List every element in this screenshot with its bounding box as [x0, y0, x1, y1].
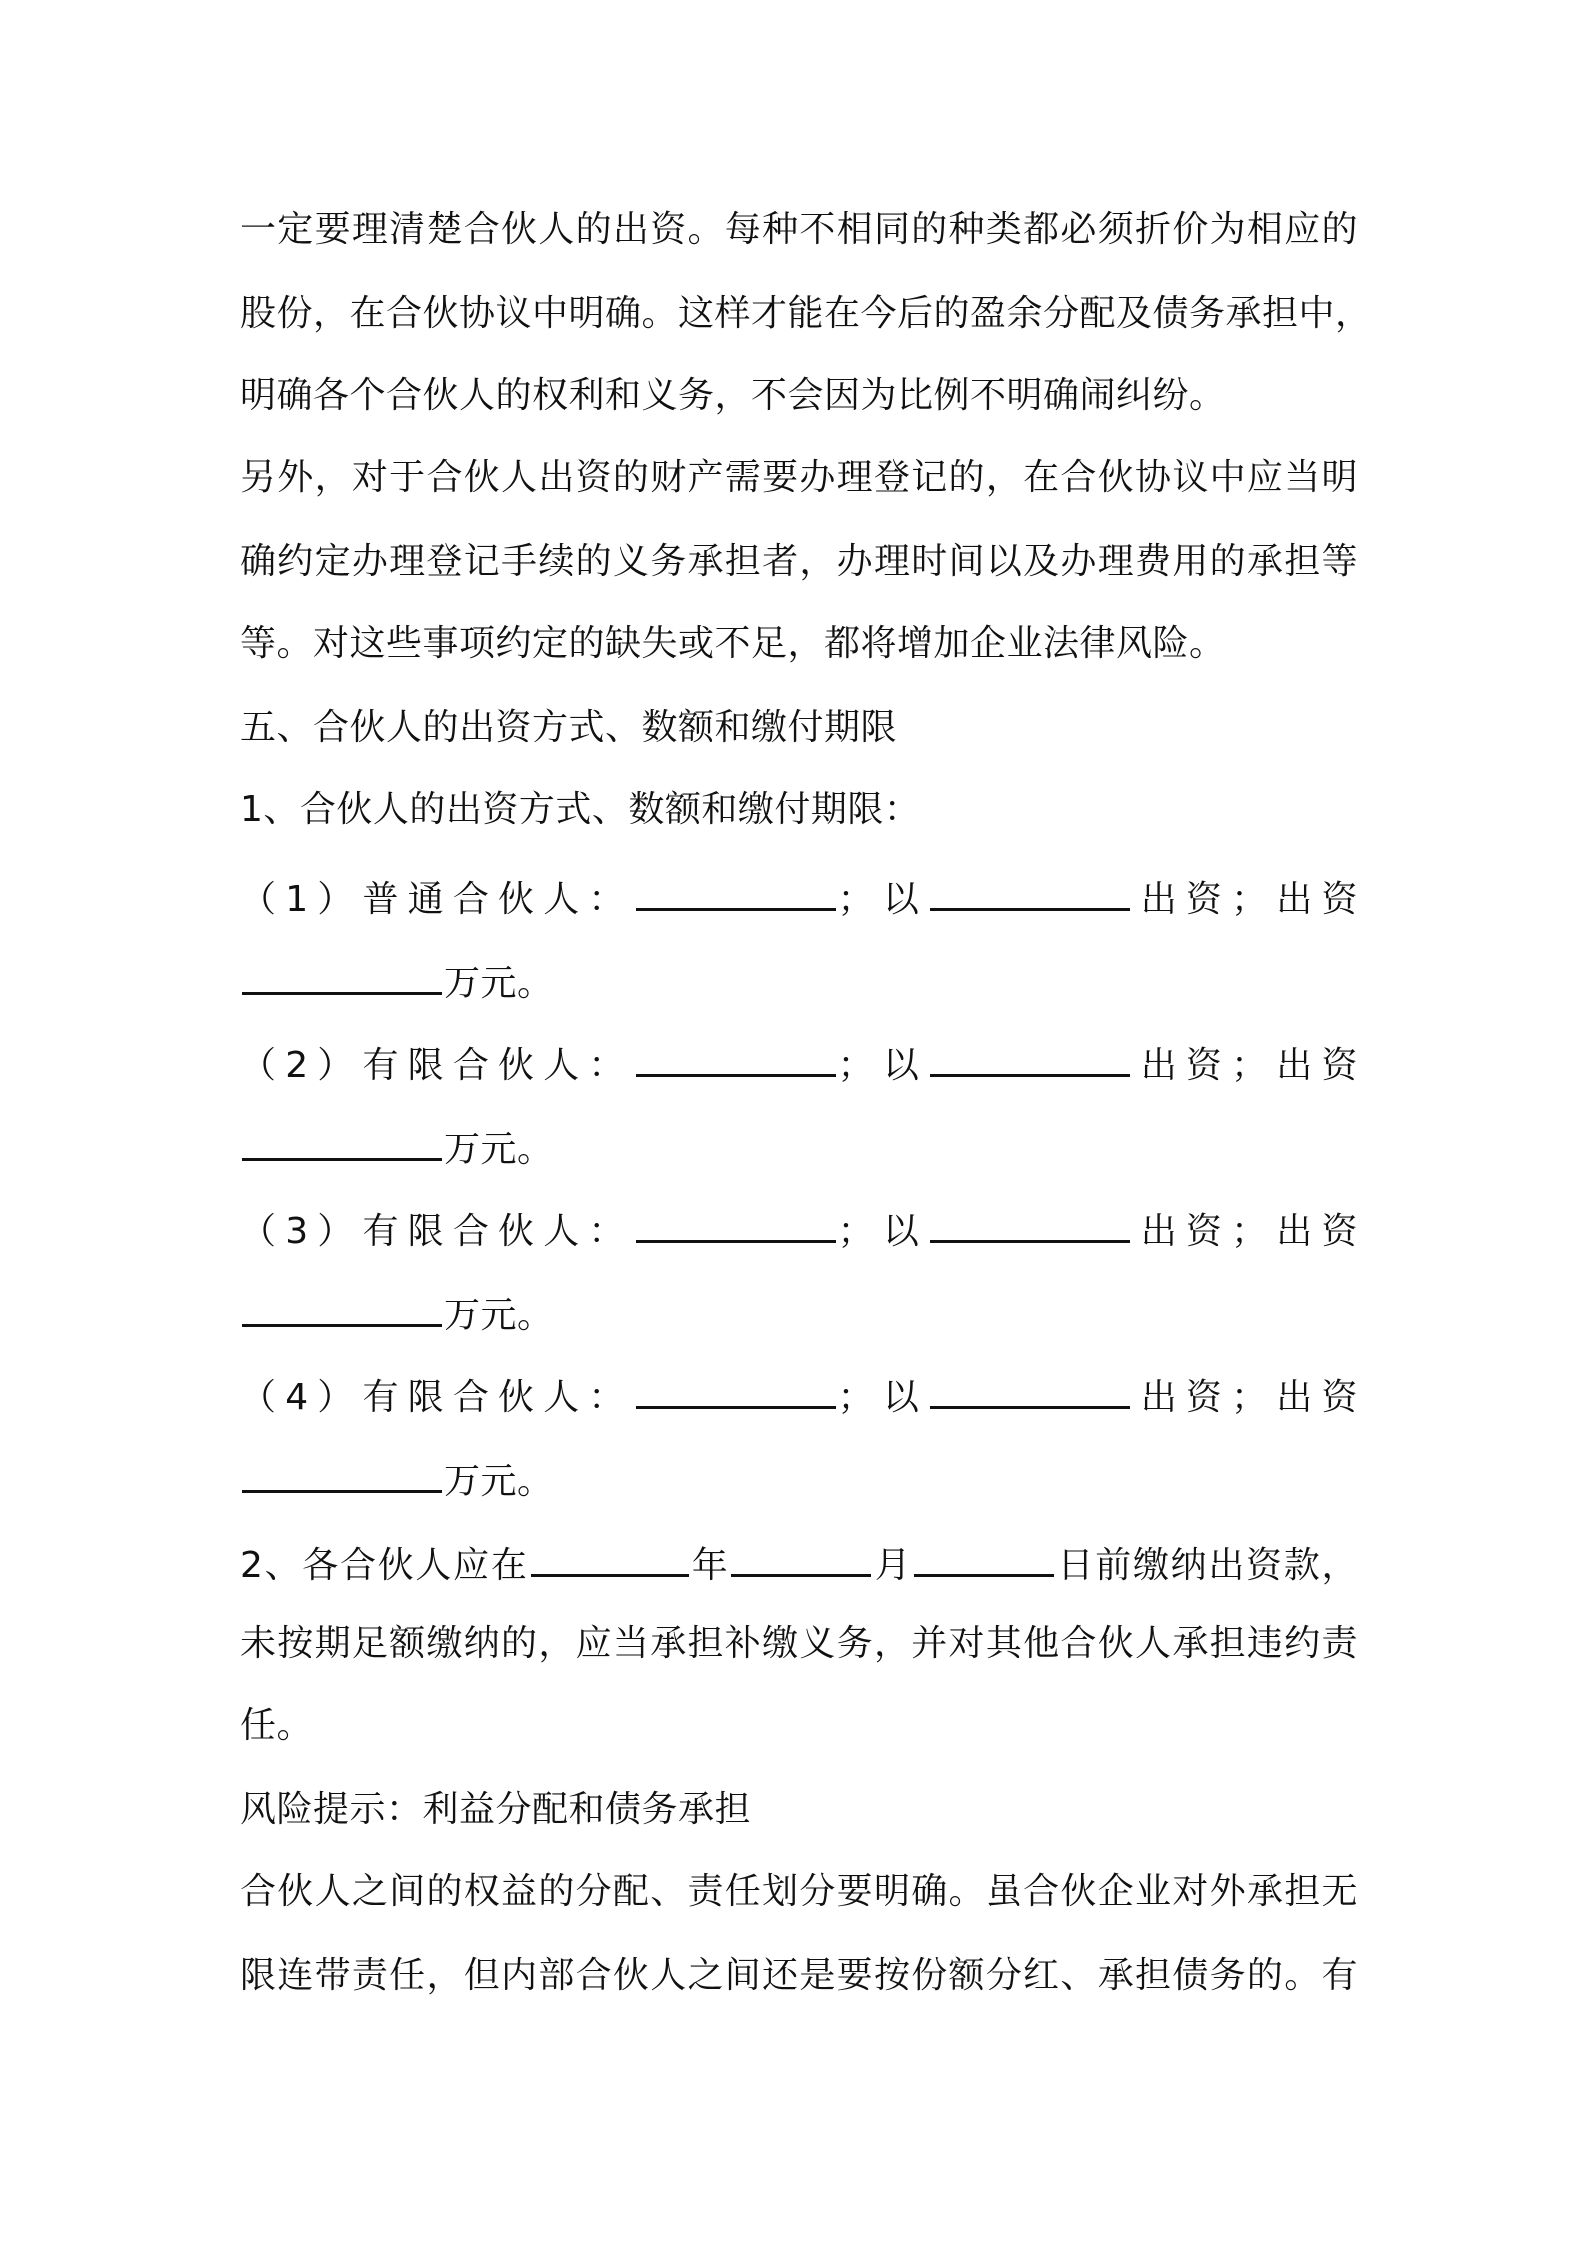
partner-name-blank[interactable]	[636, 1030, 836, 1077]
partner-label: 普通合伙人：	[362, 879, 634, 920]
partner-row	[240, 1196, 1358, 1256]
partner-number: （2）	[240, 1045, 363, 1086]
paragraph-line: 另外，对于合伙人出资的财产需要办理登记的，在合伙协议中应当明	[240, 457, 1358, 498]
partner-label: 有限合伙人：	[362, 1045, 634, 1086]
contribution-with: 以	[874, 1211, 929, 1252]
paragraph-line: 等。对这些事项约定的缺失或不足，都将增加企业法律风险。	[240, 623, 1226, 664]
clause-2-suffix: 日前缴纳出资款，	[1056, 1545, 1358, 1586]
section-heading: 五、合伙人的出资方式、数额和缴付期限	[240, 707, 898, 748]
contribution-method-blank[interactable]	[930, 1196, 1130, 1243]
payment-day-blank[interactable]	[914, 1530, 1054, 1577]
payment-month-blank[interactable]	[731, 1530, 871, 1577]
separator: ；	[837, 1377, 875, 1418]
contribution-amount-blank[interactable]	[242, 948, 442, 995]
contribution-method-blank[interactable]	[930, 1030, 1130, 1077]
contribution-label: 出资；出资	[1132, 879, 1358, 920]
paragraph-line: 合伙人之间的权益的分配、责任划分要明确。虽合伙企业对外承担无	[240, 1871, 1358, 1912]
partner-amount-row	[240, 948, 1358, 1008]
partner-amount-row	[240, 1114, 1358, 1174]
separator: ；	[837, 879, 875, 920]
paragraph-line: 一定要理清楚合伙人的出资。每种不相同的种类都必须折价为相应的	[240, 209, 1358, 250]
separator: ；	[837, 1045, 875, 1086]
clause-2-prefix: 2、各合伙人应在	[240, 1545, 529, 1586]
partner-name-blank[interactable]	[636, 1196, 836, 1243]
contribution-with: 以	[874, 1377, 929, 1418]
partner-row	[240, 1362, 1358, 1422]
amount-unit: 万元。	[444, 1461, 554, 1502]
paragraph-line: 未按期足额缴纳的，应当承担补缴义务，并对其他合伙人承担违约责	[240, 1623, 1358, 1664]
partner-number: （4）	[240, 1377, 363, 1418]
paragraph-line: 股份，在合伙协议中明确。这样才能在今后的盈余分配及债务承担中，	[240, 293, 1372, 334]
paragraph-line: 明确各个合伙人的权利和义务，不会因为比例不明确闹纠纷。	[240, 375, 1226, 416]
partner-label: 有限合伙人：	[362, 1211, 634, 1252]
partner-label: 有限合伙人：	[362, 1377, 634, 1418]
partner-name-blank[interactable]	[636, 864, 836, 911]
partner-amount-row	[240, 1280, 1358, 1340]
paragraph-line: 任。	[240, 1705, 314, 1746]
separator: ；	[837, 1211, 875, 1252]
amount-unit: 万元。	[444, 963, 554, 1004]
payment-year-blank[interactable]	[531, 1530, 689, 1577]
partner-amount-row	[240, 1446, 1358, 1506]
paragraph-line: 确约定办理登记手续的义务承担者，办理时间以及办理费用的承担等	[240, 541, 1358, 582]
partner-row	[240, 864, 1358, 924]
contribution-with: 以	[874, 879, 929, 920]
contribution-label: 出资；出资	[1132, 1045, 1358, 1086]
risk-heading: 风险提示：利益分配和债务承担	[240, 1789, 752, 1830]
contribution-method-blank[interactable]	[930, 1362, 1130, 1409]
month-label: 月	[873, 1545, 913, 1586]
contribution-label: 出资；出资	[1132, 1211, 1358, 1252]
partner-number: （1）	[240, 879, 363, 920]
partner-row	[240, 1030, 1358, 1090]
paragraph-line: 限连带责任，但内部合伙人之间还是要按份额分红、承担债务的。有	[240, 1955, 1358, 1996]
amount-unit: 万元。	[444, 1295, 554, 1336]
amount-unit: 万元。	[444, 1129, 554, 1170]
clause-2-line	[240, 1530, 1358, 1590]
partner-name-blank[interactable]	[636, 1362, 836, 1409]
contribution-label: 出资；出资	[1132, 1377, 1358, 1418]
year-label: 年	[690, 1545, 730, 1586]
clause-1-heading: 1、合伙人的出资方式、数额和缴付期限：	[240, 789, 921, 830]
contribution-with: 以	[874, 1045, 929, 1086]
contribution-amount-blank[interactable]	[242, 1446, 442, 1493]
partner-number: （3）	[240, 1211, 363, 1252]
contribution-method-blank[interactable]	[930, 864, 1130, 911]
contribution-amount-blank[interactable]	[242, 1280, 442, 1327]
contribution-amount-blank[interactable]	[242, 1114, 442, 1161]
